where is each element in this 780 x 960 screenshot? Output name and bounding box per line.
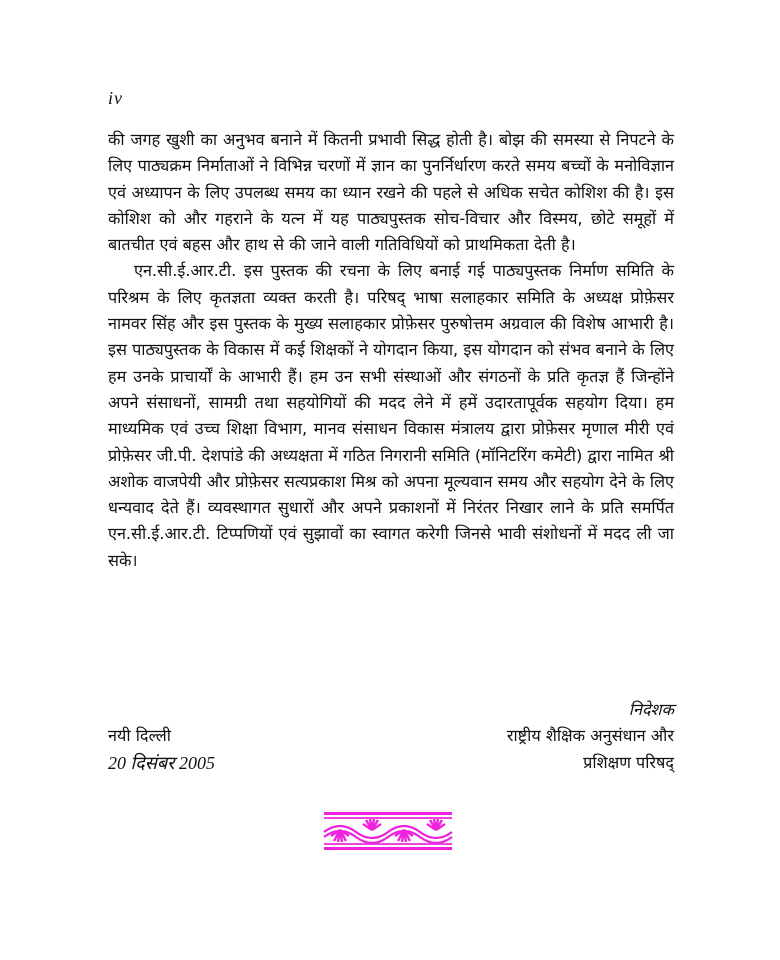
signoff-row-3 xyxy=(108,750,674,776)
organization-line-1: राष्ट्रीय शैक्षिक अनुसंधान और xyxy=(506,726,674,746)
signatory-title: निदेशक xyxy=(628,700,674,719)
date: 20 दिसंबर 2005 xyxy=(108,752,216,773)
organization-line-2: प्रशिक्षण परिषद् xyxy=(583,752,674,772)
signoff-row-1 xyxy=(108,697,674,723)
signoff-row-2 xyxy=(108,723,674,749)
paragraph-1: की जगह खुशी का अनुभव बनाने में कितनी प्रभावी सिद्ध होती है। बोझ की समस्या से निपटने के लिए पाठ्यक्रम निर्माताओं ने विभिन्न चरणों में ज्ञान का पुनर्निर्धारण करते समय बच्चों के मनोविज्ञान एवं अध्यापन के लिए उपलब्ध समय का ध्यान रखने की पहले से अधिक सचेत कोशिश की है। इस कोशिश को और गहराने के यत्न में यह पाठ्यपुस्तक सोच-विचार और विस्मय, छोटे समूहों में बातचीत एवं बहस और हाथ से की जाने वाली गतिविधियों को प्राथमिकता देती है। xyxy=(108,130,674,255)
decorative-ornament-icon xyxy=(322,808,456,852)
signoff-block xyxy=(108,697,674,776)
page-number: iv xyxy=(108,88,123,108)
paragraph-2: एन.सी.ई.आर.टी. इस पुस्तक की रचना के लिए बनाई गई पाठ्यपुस्तक निर्माण समिति के परिश्रम के लिए कृतज्ञता व्यक्त करती है। परिषद् भाषा सलाहकार समिति के अध्यक्ष प्रोफ़ेसर नामवर सिंह और इस पुस्तक के मुख्य सलाहकार प्रोफ़ेसर पुरुषोत्तम अग्रवाल की विशेष आभारी है। इस पाठ्यपुस्तक के विकास में कई शिक्षकों ने योगदान किया, इस योगदान को संभव बनाने के लिए हम उनके प्राचार्यों के आभारी हैं। हम उन सभी संस्थाओं और संगठनों के प्रति कृतज्ञ हैं जिन्होंने अपने संसाधनों, सामग्री तथा सहयोगियों की मदद लेने में हमें उदारतापूर्वक सहयोग दिया। हम माध्यमिक एवं उच्च शिक्षा विभाग, मानव संसाधन विकास मंत्रालय द्वारा प्रोफ़ेसर मृणाल मीरी एवं प्रोफ़ेसर जी.पी. देशपांडे की अध्यक्षता में गठित निगरानी समिति (मॉनिटरिंग कमेटी) द्वारा नामित श्री अशोक वाजपेयी और प्रोफ़ेसर सत्यप्रकाश मिश्र को अपना मूल्यवान समय और सहयोग देने के लिए धन्यवाद देते हैं। व्यवस्थागत सुधारों और अपने प्रकाशनों में निरंतर निखार लाने के प्रति समर्पित एन.सी.ई.आर.टी. टिप्पणियों एवं सुझावों का स्वागत करेगी जिनसे भावी संशोधनों में मदद ली जा सके। xyxy=(108,261,674,570)
place: नयी दिल्ली xyxy=(108,726,171,746)
foreword-body xyxy=(108,127,674,574)
